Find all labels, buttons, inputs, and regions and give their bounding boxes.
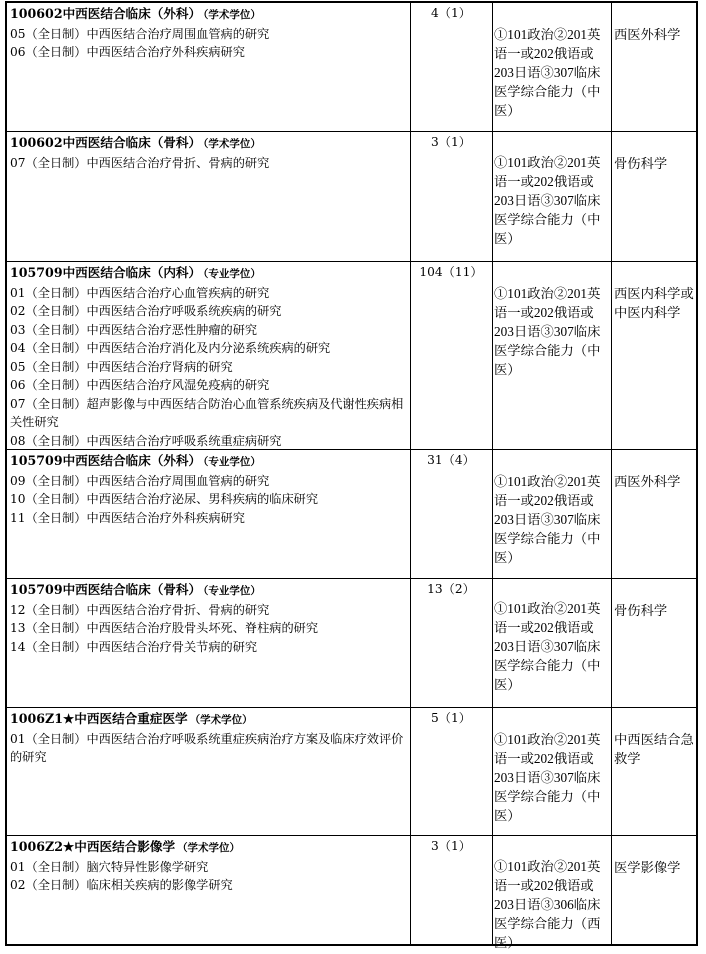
degree-type: （学术学位） (177, 842, 241, 854)
exam-subjects: ①101政治②201英语一或202俄语或203日语③307临床医学综合能力（中医） (494, 27, 601, 118)
major-title: 105709中西医结合临床（内科） (10, 265, 202, 280)
program-cell (10, 264, 410, 450)
department: 西医内科学或中医内科学 (614, 286, 694, 320)
table-row (7, 132, 696, 261)
program-cell (10, 134, 410, 172)
table-row (7, 708, 696, 835)
table-row (7, 3, 696, 131)
department: 骨伤科学 (614, 603, 668, 618)
degree-type: （专业学位） (203, 268, 261, 280)
department: 中西医结合急救学 (614, 732, 694, 766)
enrollment-quota: 3（1） (431, 839, 471, 853)
exam-subjects: ①101政治②201英语一或202俄语或203日语③307临床医学综合能力（中医） (494, 286, 601, 377)
department: 骨伤科学 (614, 156, 668, 171)
enrollment-quota: 5（1） (431, 711, 471, 725)
research-direction: 03（全日制）中西医结合治疗恶性肿瘤的研究 (10, 322, 258, 337)
enrollment-quota: 31（4） (427, 453, 475, 467)
research-direction: 11（全日制）中西医结合治疗外科疾病研究 (10, 510, 245, 525)
exam-subjects: ①101政治②201英语一或202俄语或203日语③307临床医学综合能力（中医） (494, 601, 601, 692)
degree-type: （学术学位） (203, 9, 261, 21)
enrollment-quota: 3（1） (431, 135, 471, 149)
program-cell (10, 710, 410, 767)
exam-subjects: ①101政治②201英语一或202俄语或203日语③307临床医学综合能力（中医） (494, 155, 601, 246)
research-direction: 05（全日制）中西医结合治疗肾病的研究 (10, 359, 233, 374)
department: 西医外科学 (614, 474, 681, 489)
enrollment-quota: 13（2） (427, 582, 475, 596)
major-title: 1006Z2★中西医结合影像学 (10, 839, 176, 854)
major-title: 105709中西医结合临床（骨科） (10, 582, 202, 597)
research-direction: 02（全日制）临床相关疾病的影像学研究 (10, 878, 233, 892)
research-direction: 08（全日制）中西医结合治疗呼吸系统重症病研究 (10, 433, 282, 448)
major-title: 100602中西医结合临床（外科） (10, 6, 202, 21)
admissions-table (5, 1, 698, 950)
exam-subjects: ①101政治②201英语一或202俄语或203日语③306临床医学综合能力（西医） (494, 859, 601, 950)
degree-type: （学术学位） (189, 714, 253, 726)
program-cell (10, 581, 410, 656)
table-row (7, 450, 696, 578)
research-direction: 01（全日制）中西医结合治疗呼吸系统重症疾病治疗方案及临床疗效评价的研究 (10, 731, 404, 764)
research-direction: 01（全日制）中西医结合治疗心血管疾病的研究 (10, 285, 270, 300)
degree-type: （学术学位） (203, 138, 261, 150)
program-cell (10, 452, 410, 527)
research-direction: 07（全日制）超声影像与中西医结合防治心血管系统疾病及代谢性疾病相关性研究 (10, 396, 404, 429)
research-direction: 13（全日制）中西医结合治疗股骨头坏死、脊柱病的研究 (10, 621, 319, 635)
major-title: 105709中西医结合临床（外科） (10, 453, 202, 468)
research-direction: 09（全日制）中西医结合治疗周围血管病的研究 (10, 473, 270, 488)
major-title: 1006Z1★中西医结合重症医学 (10, 711, 188, 726)
exam-subjects: ①101政治②201英语一或202俄语或203日语③307临床医学综合能力（中医） (494, 732, 601, 823)
research-direction: 05（全日制）中西医结合治疗周围血管病的研究 (10, 26, 270, 41)
degree-type: （专业学位） (203, 585, 261, 597)
research-direction: 10（全日制）中西医结合治疗泌尿、男科疾病的临床研究 (10, 492, 319, 506)
exam-subjects: ①101政治②201英语一或202俄语或203日语③307临床医学综合能力（中医） (494, 474, 601, 565)
degree-type: （专业学位） (203, 456, 261, 468)
enrollment-quota: 4（1） (431, 6, 471, 20)
research-direction: 04（全日制）中西医结合治疗消化及内分泌系统疾病的研究 (10, 341, 331, 355)
research-direction: 07（全日制）中西医结合治疗骨折、骨病的研究 (10, 155, 270, 170)
table-row (7, 836, 696, 950)
research-direction: 14（全日制）中西医结合治疗骨关节病的研究 (10, 639, 258, 654)
program-cell (10, 838, 410, 895)
major-title: 100602中西医结合临床（骨科） (10, 135, 202, 150)
research-direction: 06（全日制）中西医结合治疗风湿免疫病的研究 (10, 378, 270, 392)
research-direction: 06（全日制）中西医结合治疗外科疾病研究 (10, 45, 245, 59)
research-direction: 02（全日制）中西医结合治疗呼吸系统疾病的研究 (10, 304, 282, 318)
program-cell (10, 5, 410, 62)
table-row (7, 579, 696, 707)
department: 医学影像学 (614, 860, 681, 875)
research-direction: 01（全日制）脑穴特异性影像学研究 (10, 859, 209, 874)
research-direction: 12（全日制）中西医结合治疗骨折、骨病的研究 (10, 602, 270, 617)
enrollment-quota: 104（11） (419, 265, 483, 279)
department: 西医外科学 (614, 27, 681, 42)
table-row (7, 262, 696, 449)
